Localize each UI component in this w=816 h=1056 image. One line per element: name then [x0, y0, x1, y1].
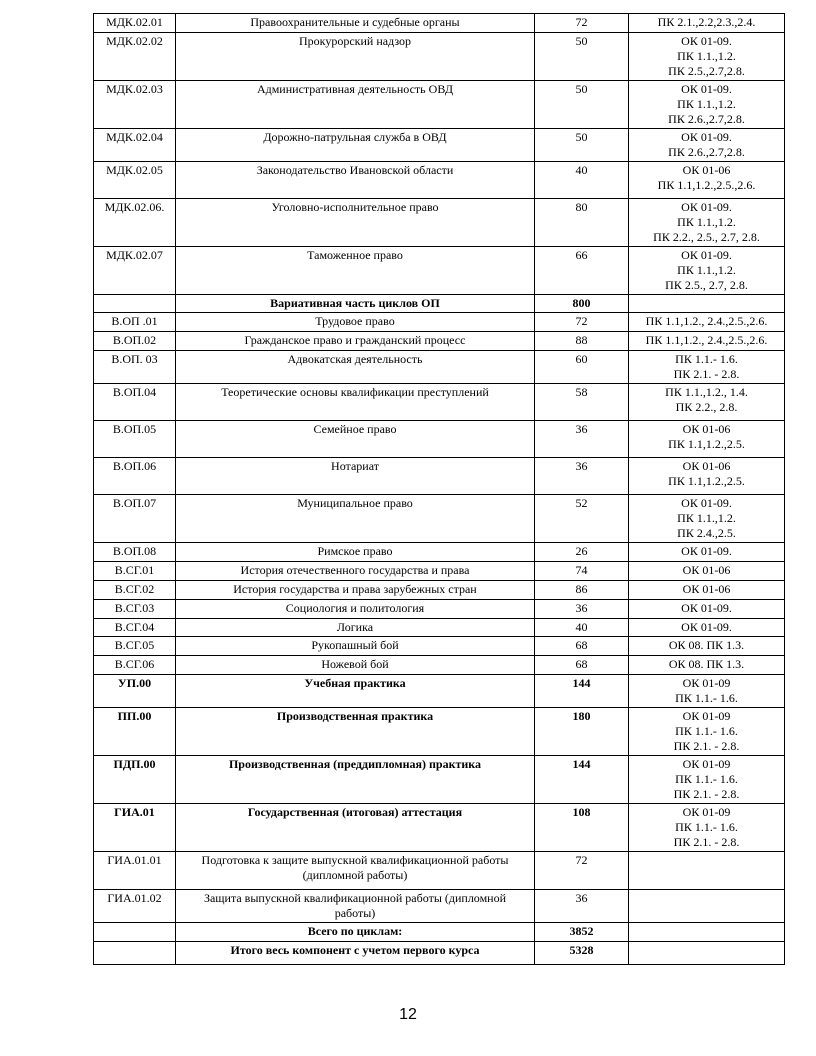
discipline-name-cell: История отечественного государства и права [176, 562, 535, 581]
competencies-cell: ПК 2.1.,2.2,2.3.,2.4. [629, 14, 785, 33]
competencies-cell: ОК 01-06 ПК 1.1,1.2.,2.5. [629, 458, 785, 495]
discipline-name-cell: Всего по циклам: [176, 923, 535, 942]
table-row [94, 384, 785, 421]
hours-cell: 72 [535, 14, 629, 33]
competencies-cell: ПК 1.1.,1.2., 1.4. ПК 2.2., 2.8. [629, 384, 785, 421]
table-row [94, 637, 785, 656]
hours-cell: 144 [535, 756, 629, 804]
discipline-name-cell: Административная деятельность ОВД [176, 81, 535, 129]
discipline-code-cell: МДК.02.01 [94, 14, 176, 33]
competencies-cell: ОК 01-09. ПК 1.1.,1.2. ПК 2.6.,2.7,2.8. [629, 81, 785, 129]
competencies-cell: ОК 01-09. ПК 1.1.,1.2. ПК 2.5.,2.7,2.8. [629, 33, 785, 81]
discipline-name-cell: Теоретические основы квалификации преступлений [176, 384, 535, 421]
hours-cell: 36 [535, 421, 629, 458]
hours-cell: 5328 [535, 942, 629, 965]
competencies-cell: ОК 08. ПК 1.3. [629, 637, 785, 656]
discipline-name-cell: Учебная практика [176, 675, 535, 708]
discipline-name-cell: Уголовно-исполнительное право [176, 199, 535, 247]
competencies-cell: ОК 01-06 [629, 562, 785, 581]
competencies-cell: ОК 01-09. ПК 1.1.,1.2. ПК 2.4.,2.5. [629, 495, 785, 543]
discipline-code-cell: В.ОП.05 [94, 421, 176, 458]
table-row [94, 162, 785, 199]
discipline-name-cell: Законодательство Ивановской области [176, 162, 535, 199]
table-row [94, 708, 785, 756]
table-row [94, 313, 785, 332]
discipline-name-cell: Римское право [176, 543, 535, 562]
table-row [94, 923, 785, 942]
discipline-name-cell: Муниципальное право [176, 495, 535, 543]
discipline-name-cell: Производственная практика [176, 708, 535, 756]
table-row [94, 804, 785, 852]
discipline-code-cell [94, 295, 176, 313]
table-row [94, 421, 785, 458]
discipline-code-cell: В.СГ.02 [94, 581, 176, 600]
discipline-name-cell: Дорожно-патрульная служба в ОВД [176, 129, 535, 162]
discipline-name-cell: Социология и политология [176, 600, 535, 619]
discipline-name-cell: Прокурорский надзор [176, 33, 535, 81]
competencies-cell: ПК 1.1,1.2., 2.4.,2.5.,2.6. [629, 313, 785, 332]
hours-cell: 50 [535, 33, 629, 81]
discipline-code-cell: В.ОП.02 [94, 332, 176, 351]
discipline-code-cell: МДК.02.06. [94, 199, 176, 247]
table-row [94, 495, 785, 543]
discipline-name-cell: Правоохранительные и судебные органы [176, 14, 535, 33]
discipline-name-cell: Подготовка к защите выпускной квалификационной работы (дипломной работы) [176, 852, 535, 890]
hours-cell: 50 [535, 129, 629, 162]
table-row [94, 14, 785, 33]
hours-cell: 36 [535, 458, 629, 495]
table-row [94, 332, 785, 351]
competencies-cell: ОК 01-06 ПК 1.1,1.2.,2.5.,2.6. [629, 162, 785, 199]
table-row [94, 562, 785, 581]
discipline-code-cell: В.ОП.07 [94, 495, 176, 543]
discipline-code-cell: В.ОП .01 [94, 313, 176, 332]
discipline-name-cell: Логика [176, 619, 535, 637]
discipline-name-cell: Ножевой бой [176, 656, 535, 675]
competencies-cell [629, 890, 785, 923]
competencies-cell: ОК 01-06 ПК 1.1,1.2.,2.5. [629, 421, 785, 458]
discipline-code-cell: ГИА.01.02 [94, 890, 176, 923]
competencies-cell: ОК 01-09. [629, 543, 785, 562]
discipline-code-cell: МДК.02.04 [94, 129, 176, 162]
hours-cell: 72 [535, 852, 629, 890]
competencies-cell: ПК 1.1.- 1.6. ПК 2.1. - 2.8. [629, 351, 785, 384]
discipline-name-cell: Рукопашный бой [176, 637, 535, 656]
table-row [94, 600, 785, 619]
discipline-code-cell: ПП.00 [94, 708, 176, 756]
discipline-name-cell: Вариативная часть циклов ОП [176, 295, 535, 313]
discipline-code-cell: В.СГ.04 [94, 619, 176, 637]
hours-cell: 50 [535, 81, 629, 129]
competencies-cell: ОК 01-09. ПК 1.1.,1.2. ПК 2.5., 2.7, 2.8. [629, 247, 785, 295]
hours-cell: 60 [535, 351, 629, 384]
competencies-cell: ОК 01-09 ПК 1.1.- 1.6. ПК 2.1. - 2.8. [629, 708, 785, 756]
discipline-code-cell [94, 942, 176, 965]
discipline-code-cell: В.ОП.04 [94, 384, 176, 421]
table-row [94, 852, 785, 890]
competencies-cell: ОК 01-09. [629, 619, 785, 637]
competencies-cell: ОК 01-09 ПК 1.1.- 1.6. ПК 2.1. - 2.8. [629, 804, 785, 852]
hours-cell: 40 [535, 162, 629, 199]
table-row [94, 675, 785, 708]
curriculum-table [93, 13, 785, 965]
hours-cell: 40 [535, 619, 629, 637]
hours-cell: 66 [535, 247, 629, 295]
competencies-cell: ПК 1.1,1.2., 2.4.,2.5.,2.6. [629, 332, 785, 351]
discipline-code-cell: В.СГ.05 [94, 637, 176, 656]
discipline-name-cell: Семейное право [176, 421, 535, 458]
discipline-name-cell: Государственная (итоговая) аттестация [176, 804, 535, 852]
hours-cell: 800 [535, 295, 629, 313]
discipline-name-cell: История государства и права зарубежных стран [176, 581, 535, 600]
curriculum-table-body [94, 14, 785, 965]
hours-cell: 68 [535, 637, 629, 656]
discipline-name-cell: Итого весь компонент с учетом первого курса [176, 942, 535, 965]
table-row [94, 942, 785, 965]
competencies-cell [629, 923, 785, 942]
hours-cell: 36 [535, 890, 629, 923]
hours-cell: 52 [535, 495, 629, 543]
hours-cell: 58 [535, 384, 629, 421]
competencies-cell [629, 942, 785, 965]
discipline-code-cell: ПДП.00 [94, 756, 176, 804]
discipline-name-cell: Нотариат [176, 458, 535, 495]
table-row [94, 756, 785, 804]
hours-cell: 86 [535, 581, 629, 600]
discipline-code-cell: МДК.02.05 [94, 162, 176, 199]
discipline-code-cell: УП.00 [94, 675, 176, 708]
discipline-name-cell: Адвокатская деятельность [176, 351, 535, 384]
discipline-code-cell: ГИА.01.01 [94, 852, 176, 890]
discipline-code-cell: В.ОП. 03 [94, 351, 176, 384]
table-row [94, 656, 785, 675]
table-row [94, 619, 785, 637]
discipline-name-cell: Производственная (преддипломная) практика [176, 756, 535, 804]
page-number: 12 [399, 1006, 417, 1023]
discipline-code-cell: ГИА.01 [94, 804, 176, 852]
discipline-code-cell: МДК.02.02 [94, 33, 176, 81]
table-row [94, 247, 785, 295]
table-row [94, 351, 785, 384]
hours-cell: 68 [535, 656, 629, 675]
competencies-cell [629, 852, 785, 890]
hours-cell: 108 [535, 804, 629, 852]
table-row [94, 581, 785, 600]
table-row [94, 543, 785, 562]
hours-cell: 80 [535, 199, 629, 247]
hours-cell: 88 [535, 332, 629, 351]
discipline-name-cell: Трудовое право [176, 313, 535, 332]
competencies-cell: ОК 01-09. ПК 1.1.,1.2. ПК 2.2., 2.5., 2.7, 2.8. [629, 199, 785, 247]
hours-cell: 3852 [535, 923, 629, 942]
discipline-code-cell: В.ОП.08 [94, 543, 176, 562]
table-row [94, 890, 785, 923]
competencies-cell: ОК 01-09 ПК 1.1.- 1.6. ПК 2.1. - 2.8. [629, 756, 785, 804]
competencies-cell: ОК 08. ПК 1.3. [629, 656, 785, 675]
competencies-cell [629, 295, 785, 313]
hours-cell: 26 [535, 543, 629, 562]
hours-cell: 72 [535, 313, 629, 332]
table-row [94, 81, 785, 129]
discipline-code-cell [94, 923, 176, 942]
hours-cell: 74 [535, 562, 629, 581]
discipline-code-cell: В.СГ.01 [94, 562, 176, 581]
hours-cell: 144 [535, 675, 629, 708]
competencies-cell: ОК 01-09. [629, 600, 785, 619]
discipline-code-cell: МДК.02.07 [94, 247, 176, 295]
discipline-code-cell: В.СГ.06 [94, 656, 176, 675]
competencies-cell: ОК 01-09. ПК 2.6.,2.7,2.8. [629, 129, 785, 162]
table-row [94, 199, 785, 247]
discipline-code-cell: В.СГ.03 [94, 600, 176, 619]
table-row [94, 33, 785, 81]
discipline-code-cell: МДК.02.03 [94, 81, 176, 129]
table-row [94, 458, 785, 495]
table-row [94, 129, 785, 162]
discipline-code-cell: В.ОП.06 [94, 458, 176, 495]
competencies-cell: ОК 01-09 ПК 1.1.- 1.6. [629, 675, 785, 708]
discipline-name-cell: Гражданское право и гражданский процесс [176, 332, 535, 351]
competencies-cell: ОК 01-06 [629, 581, 785, 600]
hours-cell: 180 [535, 708, 629, 756]
table-row [94, 295, 785, 313]
discipline-name-cell: Защита выпускной квалификационной работы (дипломной работы) [176, 890, 535, 923]
discipline-name-cell: Таможенное право [176, 247, 535, 295]
hours-cell: 36 [535, 600, 629, 619]
